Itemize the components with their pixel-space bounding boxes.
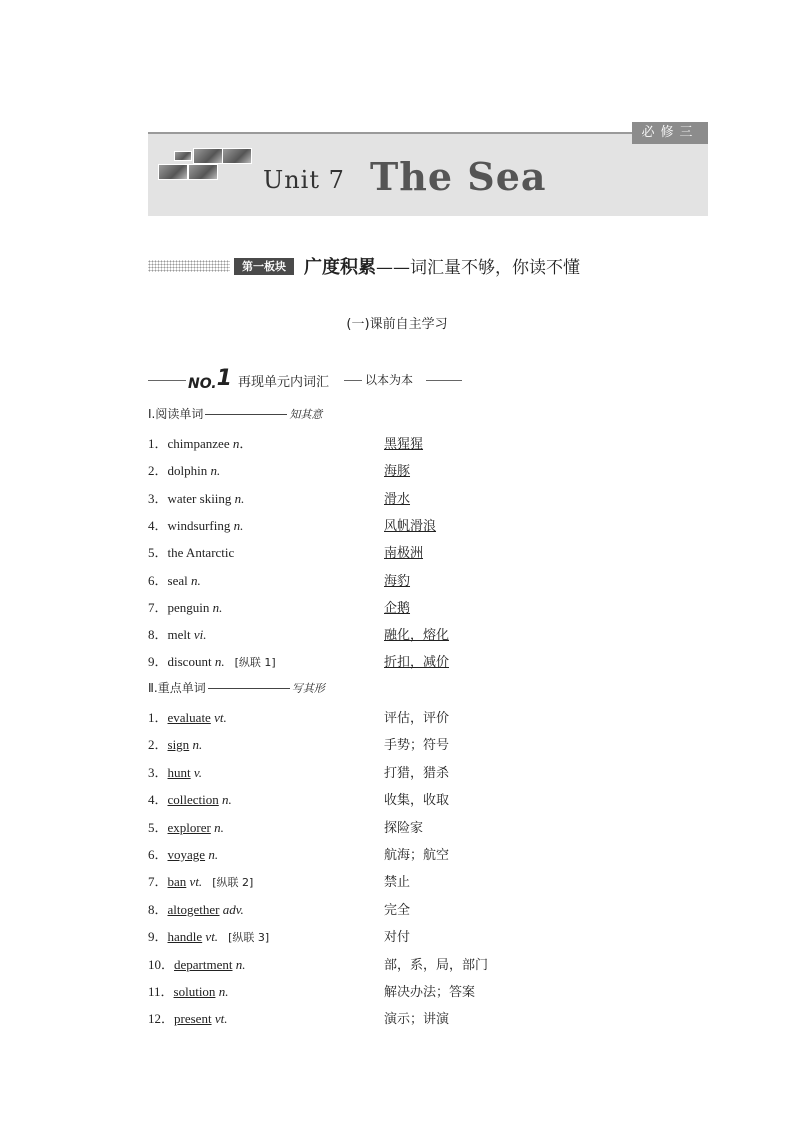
word-term xyxy=(148,954,246,973)
photo-5 xyxy=(188,164,218,180)
list-item xyxy=(148,981,708,1001)
list-item xyxy=(148,954,708,974)
word-meaning: 滑水 xyxy=(384,491,411,507)
photo-3 xyxy=(174,151,192,161)
word-meaning: 完全 xyxy=(384,902,411,918)
no-number: 1 xyxy=(216,366,232,391)
part-of-speech: n xyxy=(232,436,240,451)
word: sign xyxy=(167,737,190,753)
word-term xyxy=(148,926,269,945)
item-number: 6． xyxy=(148,847,168,862)
no-block-heading xyxy=(148,366,478,392)
part-of-speech: vt. xyxy=(210,710,227,725)
list-item xyxy=(148,707,708,727)
item-number: 8． xyxy=(148,901,168,917)
list-item xyxy=(148,460,708,480)
item-number: 3． xyxy=(148,764,168,780)
word: explorer xyxy=(167,819,211,835)
key-heading xyxy=(148,679,325,697)
part-of-speech: n. xyxy=(205,847,219,862)
part-of-speech: n. xyxy=(214,654,225,670)
key-label: Ⅱ.重点单词 xyxy=(148,681,206,695)
item-number: 7． xyxy=(148,599,168,615)
word-meaning: 海豹 xyxy=(384,573,411,589)
list-item xyxy=(148,624,708,644)
item-number: 2． xyxy=(148,463,168,479)
part-of-speech: n. xyxy=(233,517,244,533)
book-tag: 必修三 xyxy=(632,122,708,144)
item-number: 9． xyxy=(148,654,168,670)
word: collection xyxy=(167,792,219,808)
list-item xyxy=(148,433,708,453)
block-title: 再现单元内词汇 xyxy=(238,375,330,390)
section-title xyxy=(304,253,580,279)
word: solution xyxy=(173,984,216,999)
word-term xyxy=(148,734,202,753)
item-number: 10． xyxy=(148,956,175,972)
list-item xyxy=(148,570,708,590)
dot-pattern xyxy=(148,260,230,272)
word: evaluate xyxy=(167,710,211,725)
word-term xyxy=(148,871,253,890)
list-item xyxy=(148,899,708,919)
item-number: 4． xyxy=(148,517,168,533)
list-item xyxy=(148,817,708,837)
item-number: 11． xyxy=(148,984,174,999)
word: altogether xyxy=(167,901,220,917)
word: ban xyxy=(167,874,187,890)
part-of-speech: n. xyxy=(189,737,203,753)
part-of-speech: n. xyxy=(234,490,245,506)
word-term xyxy=(148,488,244,507)
list-item xyxy=(148,871,708,891)
word-term xyxy=(148,762,202,781)
word-term xyxy=(148,817,224,836)
heading-line xyxy=(205,414,287,415)
list-item xyxy=(148,488,708,508)
cross-reference: [纵联 1] xyxy=(234,656,276,670)
word-term xyxy=(148,651,276,670)
word-term xyxy=(148,707,227,726)
word-meaning: 折扣，减价 xyxy=(384,655,450,671)
word-term xyxy=(148,899,244,918)
photo-2 xyxy=(222,148,252,164)
list-item xyxy=(148,651,708,671)
word-meaning: 演示；讲演 xyxy=(384,1012,450,1028)
list-item xyxy=(148,789,708,809)
word-term xyxy=(148,624,207,643)
list-item xyxy=(148,926,708,946)
unit-banner xyxy=(148,125,708,216)
reading-heading xyxy=(148,405,322,423)
word-meaning: 海豚 xyxy=(384,464,411,480)
word-meaning: 企鹅 xyxy=(384,600,411,616)
cross-reference: [纵联 3] xyxy=(228,931,270,945)
part-of-speech: vi. xyxy=(193,627,207,643)
item-number: 1． xyxy=(148,710,168,725)
no-label xyxy=(188,366,232,394)
word-meaning: 解决办法；答案 xyxy=(384,985,476,1000)
word-meaning: 探险家 xyxy=(384,820,424,836)
section-heading xyxy=(148,255,708,277)
item-number: 5． xyxy=(148,819,168,835)
banner-photos xyxy=(158,146,253,186)
word-term xyxy=(148,460,220,479)
word-meaning: 融化，熔化 xyxy=(384,628,450,644)
part-of-speech: n. xyxy=(232,956,246,972)
word-meaning: 对付 xyxy=(384,930,411,946)
word-meaning: 禁止 xyxy=(384,875,411,891)
part-of-speech: v. xyxy=(190,764,202,780)
part-of-speech: n. xyxy=(210,819,224,835)
word-term xyxy=(148,844,218,863)
word: discount xyxy=(167,654,215,670)
word-meaning: 部，系，局，部门 xyxy=(384,957,489,973)
part-of-speech: vt. xyxy=(202,929,219,945)
unit-title: The Sea xyxy=(370,154,547,199)
heading-line xyxy=(208,688,290,689)
item-number: 7． xyxy=(148,874,168,890)
word-meaning: 手势；符号 xyxy=(384,738,450,754)
word: chimpanzee xyxy=(167,436,233,451)
section-subtitle: ——词汇量不够，你读不懂 xyxy=(376,258,580,278)
list-item xyxy=(148,542,708,562)
word-term xyxy=(148,981,228,1000)
word: the Antarctic xyxy=(167,545,235,561)
photo-1 xyxy=(193,148,223,164)
item-number: 4． xyxy=(148,792,168,808)
word: seal xyxy=(167,572,191,588)
item-number: 9． xyxy=(148,929,168,945)
part-of-speech: vt. xyxy=(186,874,203,890)
word: present xyxy=(174,1011,212,1027)
word-term xyxy=(148,789,232,808)
part-of-speech: adv. xyxy=(219,901,244,917)
list-item xyxy=(148,1008,708,1028)
no-prefix: NO. xyxy=(188,376,217,392)
word-term xyxy=(148,597,222,616)
part-of-speech: n. xyxy=(218,792,232,808)
word-meaning: 收集，收取 xyxy=(384,793,450,809)
key-hint: 写其形 xyxy=(291,682,325,695)
word-meaning: 风帆滑浪 xyxy=(384,518,437,534)
word-term xyxy=(148,1008,227,1027)
part-of-speech: n. xyxy=(212,599,223,615)
unit-number: Unit 7 xyxy=(263,166,345,194)
rule-mid xyxy=(344,380,362,381)
word: hunt xyxy=(167,764,191,780)
rule-left xyxy=(148,380,186,381)
list-item xyxy=(148,597,708,617)
word: handle xyxy=(167,929,203,945)
photo-4 xyxy=(158,164,188,180)
list-item xyxy=(148,734,708,754)
part-of-speech: n. xyxy=(215,984,229,999)
word-meaning: 航海；航空 xyxy=(384,848,450,863)
list-item xyxy=(148,762,708,782)
word: windsurfing xyxy=(167,517,234,533)
list-item xyxy=(148,515,708,535)
item-number: 2． xyxy=(148,737,168,753)
section-title-main: 广度积累 xyxy=(304,257,376,278)
word: water skiing xyxy=(167,490,235,506)
word: penguin xyxy=(167,599,213,615)
word: department xyxy=(174,956,233,972)
item-number: 5． xyxy=(148,545,168,561)
rule-right xyxy=(426,380,462,381)
reading-label: Ⅰ.阅读单词 xyxy=(148,407,204,421)
reading-hint: 知其意 xyxy=(289,408,323,421)
word-meaning: 评估，评价 xyxy=(384,711,450,726)
word-meaning: 南极洲 xyxy=(384,546,424,562)
word-meaning: 黑猩猩 xyxy=(384,437,424,452)
word: dolphin xyxy=(167,463,211,479)
word-term xyxy=(148,542,234,561)
item-number: 6． xyxy=(148,572,168,588)
part-of-speech: n. xyxy=(190,572,201,588)
suffix: ． xyxy=(239,436,253,451)
word-term xyxy=(148,570,201,589)
item-number: 12． xyxy=(148,1011,175,1027)
word-meaning: 打猎，猎杀 xyxy=(384,765,450,781)
word-term xyxy=(148,515,243,534)
item-number: 3． xyxy=(148,490,168,506)
word-term xyxy=(148,433,252,452)
section-badge: 第一板块 xyxy=(234,258,294,275)
block-extra: 以本为本 xyxy=(365,373,414,387)
item-number: 1． xyxy=(148,436,168,451)
word: voyage xyxy=(167,847,206,862)
list-item xyxy=(148,844,708,864)
cross-reference: [纵联 2] xyxy=(212,876,254,890)
word: melt xyxy=(167,627,194,643)
subheading: (一)课前自主学习 xyxy=(346,317,448,332)
part-of-speech: n. xyxy=(210,463,221,479)
part-of-speech: vt. xyxy=(211,1011,228,1027)
item-number: 8． xyxy=(148,627,168,643)
